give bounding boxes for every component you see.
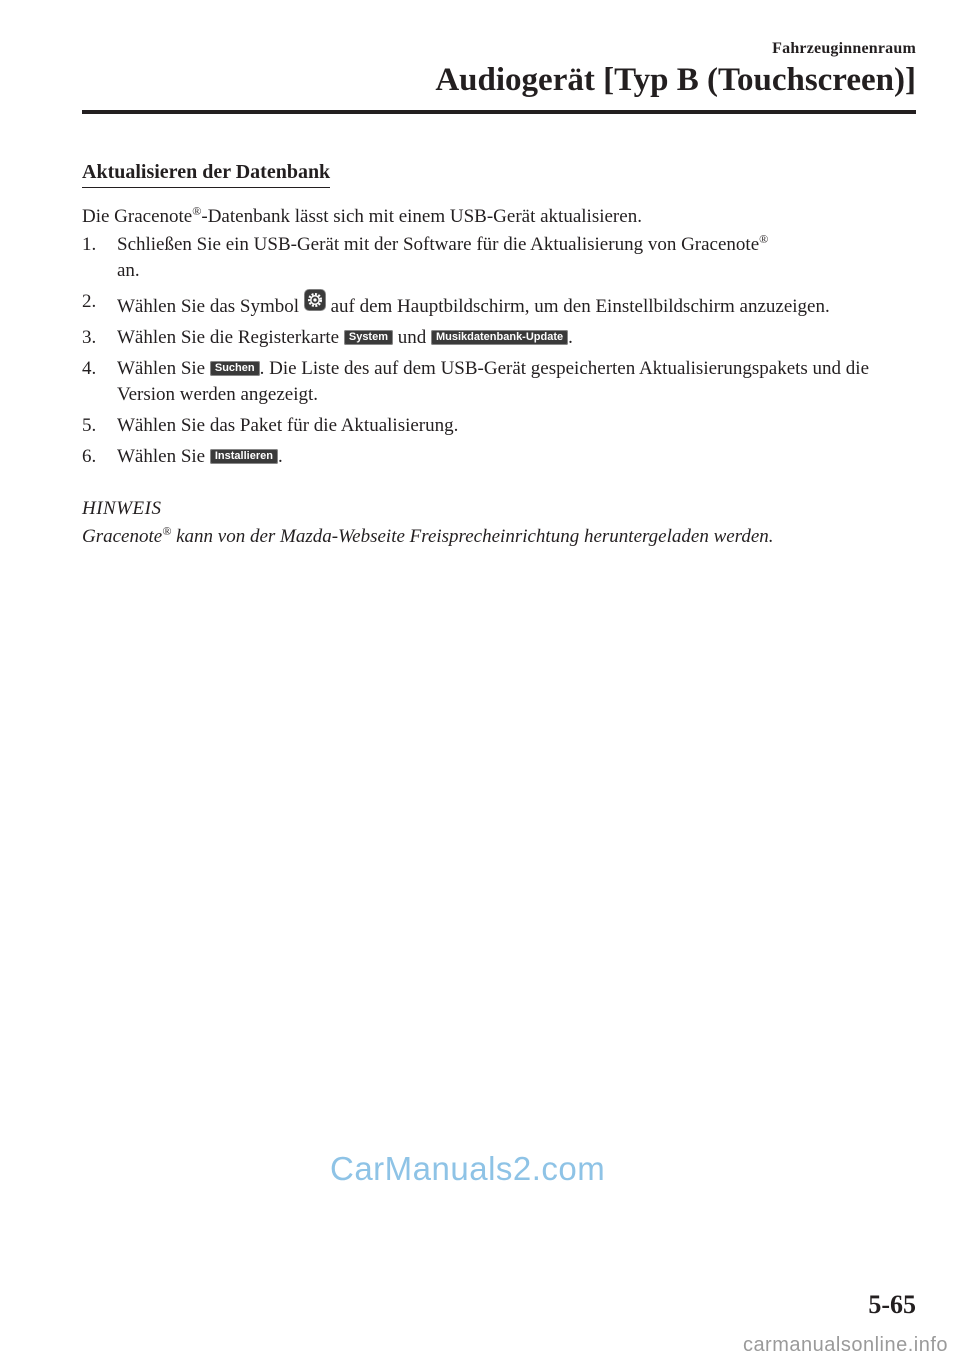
intro-paragraph [82,204,922,229]
step-text [117,356,922,408]
page-number: 5-65 [868,1290,916,1319]
step-item [82,325,922,351]
note-text-before: Gracenote [82,526,163,547]
installieren-button[interactable]: Installieren [210,449,278,464]
note-text-after: kann von der Mazda-Webseite Freisprecheinrichtung heruntergeladen werden. [171,526,774,547]
intro-text-after: -Datenbank lässt sich mit einem USB-Gerät aktualisieren. [201,206,642,227]
step-item [82,289,922,320]
system-tab-button[interactable]: System [344,330,393,345]
note-text [82,526,932,548]
page-title: Audiogerät [Typ B (Touchscreen)] [435,62,916,98]
step-text: Wählen Sie das Paket für die Aktualisierung. [117,415,459,436]
step-number: 4. [82,358,97,379]
watermark: CarManuals2.com [330,1150,606,1187]
step-text-before: Wählen Sie [117,358,206,379]
steps-list [82,232,922,475]
step-text-before: Wählen Sie die Registerkarte [117,327,340,348]
step-item [82,356,922,408]
registered-mark: ® [192,204,202,218]
footer-watermark: carmanualsonline.info [742,1334,948,1356]
step-number: 5. [82,415,97,436]
step-text-after: . Die Liste des auf dem USB-Gerät gespeicherten Aktualisierungspakets und die Version werden angezeigt. [117,358,870,405]
note-heading: HINWEIS [82,498,162,519]
step-text-after: auf dem Hauptbildschirm, um den Einstellbildschirm anzuzeigen. [330,296,830,317]
step-text-before: Wählen Sie das Symbol [117,296,300,317]
header-rule [82,110,916,114]
registered-mark: ® [162,524,172,538]
step-number: 3. [82,327,97,348]
step-item [82,413,922,439]
gear-icon [304,289,326,311]
intro-text-before: Die Gracenote [82,206,193,227]
step-text-after: . [568,327,573,348]
registered-mark: ® [759,232,769,246]
step-text-mid: und [397,327,427,348]
step-number: 2. [82,291,97,312]
step-text-before: Wählen Sie [117,446,206,467]
step-text-after: . [277,446,283,467]
step-text-continued: an. [117,260,140,281]
step-text-main: Schließen Sie ein USB-Gerät mit der Software für die Aktualisierung von Gracenote [117,234,760,255]
suchen-button[interactable]: Suchen [210,361,260,376]
step-item [82,232,922,284]
step-item [82,444,922,470]
musikdatenbank-update-button[interactable]: Musikdatenbank-Update [431,330,568,345]
step-text [117,325,922,351]
step-number: 1. [82,234,97,255]
header-section-label: Fahrzeuginnenraum [772,40,916,57]
step-text [117,444,922,470]
step-number: 6. [82,446,97,467]
step-text [117,289,922,320]
step-text [117,232,922,284]
section-heading: Aktualisieren der Datenbank [82,161,330,188]
